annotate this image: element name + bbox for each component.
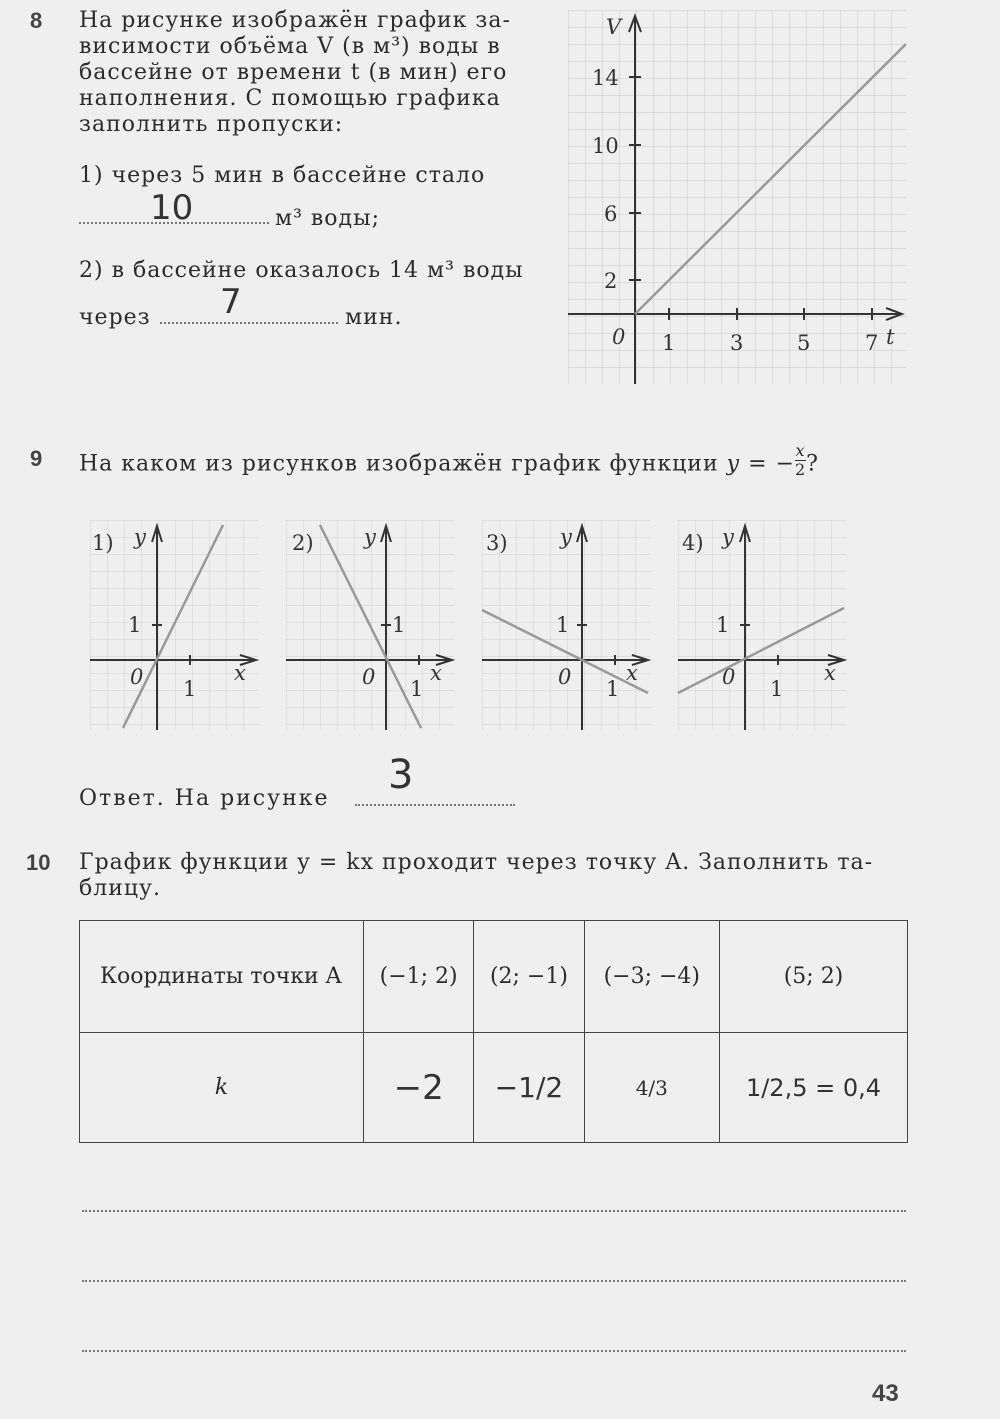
option-3-label: 3)	[486, 531, 508, 555]
table-row	[80, 921, 908, 1033]
graph-option-2[interactable]	[286, 520, 456, 732]
task-10-number: 10	[26, 850, 51, 875]
k-cell-1[interactable]: −2	[364, 1033, 474, 1143]
point-cell-4: (5; 2)	[719, 921, 907, 1033]
v-tick-2: 2	[604, 269, 618, 293]
task-8-line-5: заполнить пропуски:	[79, 112, 344, 137]
task-9-number: 9	[30, 446, 43, 471]
option-1-one-y: 1	[128, 613, 142, 637]
option-4-origin: 0	[722, 665, 736, 689]
option-2-y-label: y	[364, 525, 376, 549]
option-4-one-y: 1	[716, 613, 730, 637]
fraction-numerator: x	[795, 441, 806, 460]
t-tick-1: 1	[662, 331, 676, 355]
task-10-line-2: блицу.	[79, 876, 161, 901]
k-cell-3[interactable]: 4/3	[584, 1033, 719, 1143]
task-8-item-2-suffix: мин.	[345, 305, 403, 330]
writing-line-3[interactable]	[82, 1350, 906, 1352]
handwritten-answer-2: 7	[220, 282, 242, 322]
v-tick-14: 14	[592, 66, 619, 90]
t-tick-5: 5	[797, 331, 811, 355]
v-tick-6: 6	[604, 202, 618, 226]
point-cell-3: (−3; −4)	[584, 921, 719, 1033]
task-9-answer-blank[interactable]	[355, 804, 515, 806]
k-cell-4[interactable]: 1/2,5 = 0,4	[719, 1033, 907, 1143]
row-header-k: k	[80, 1033, 364, 1143]
writing-line-2[interactable]	[82, 1280, 906, 1282]
option-1-y-label: y	[134, 525, 146, 549]
option-4-y-label: y	[722, 525, 734, 549]
task-9-answer-label: Ответ. На рисунке	[79, 786, 330, 811]
point-cell-1: (−1; 2)	[364, 921, 474, 1033]
graph-option-3[interactable]	[482, 520, 652, 732]
fraction-denominator: 2	[794, 460, 807, 479]
task-9-handwritten-answer: 3	[388, 752, 414, 798]
option-1-label: 1)	[92, 531, 114, 555]
task-8-line-1: На рисунке изображён график за-	[79, 8, 511, 33]
task-8-item-1-suffix: м³ воды;	[275, 206, 381, 231]
task-8-line-3: бассейне от времени t (в мин) его	[79, 60, 508, 85]
option-2-one-x: 1	[410, 677, 424, 701]
table-row	[80, 1033, 908, 1143]
task-8-number: 8	[30, 8, 43, 33]
point-cell-2: (2; −1)	[474, 921, 584, 1033]
graph-option-4[interactable]	[678, 520, 848, 732]
option-2-label: 2)	[292, 531, 314, 555]
answer-blank-2[interactable]	[160, 322, 338, 324]
option-3-x-label: x	[626, 661, 638, 685]
coordinates-table	[79, 920, 908, 1143]
option-3-one-x: 1	[606, 677, 620, 701]
origin-label: 0	[612, 325, 626, 349]
option-4-x-label: x	[824, 661, 836, 685]
k-cell-2[interactable]: −1/2	[474, 1033, 584, 1143]
option-1-x-label: x	[234, 661, 246, 685]
task-8-line-2: висимости объёма V (в м³) воды в	[79, 34, 501, 59]
task-8-item-1: 1) через 5 мин в бассейне стало	[79, 163, 486, 188]
option-3-y-label: y	[560, 525, 572, 549]
option-2-one-y: 1	[392, 613, 406, 637]
task-8-item-2: 2) в бассейне оказалось 14 м³ воды	[79, 258, 524, 283]
option-4-label: 4)	[682, 531, 704, 555]
row-header-coordinates: Координаты точки A	[80, 921, 364, 1033]
task-9-question: На каком из рисунков изображён график функции y = − $\frac{x}{2}$ ?	[79, 441, 819, 479]
option-4-one-x: 1	[770, 677, 784, 701]
option-1-origin: 0	[130, 665, 144, 689]
option-2-origin: 0	[362, 665, 376, 689]
option-3-origin: 0	[558, 665, 572, 689]
task-10-line-1: График функции y = kx проходит через точку A. Заполнить та-	[79, 850, 874, 875]
t-tick-7: 7	[865, 331, 879, 355]
graph-option-1[interactable]	[90, 520, 260, 732]
page-number: 43	[872, 1380, 899, 1407]
task-8-line-4: наполнения. С помощью графика	[79, 86, 501, 111]
task-8-item-2-prefix: через	[79, 305, 151, 330]
writing-line-1[interactable]	[82, 1210, 906, 1212]
handwritten-answer-1: 10	[150, 188, 194, 228]
t-axis-label: t	[886, 325, 895, 349]
option-1-one-x: 1	[183, 677, 197, 701]
volume-time-graph	[568, 10, 908, 386]
t-tick-3: 3	[730, 331, 744, 355]
v-axis-label: V	[606, 15, 622, 39]
v-tick-10: 10	[592, 134, 619, 158]
option-2-x-label: x	[430, 661, 442, 685]
option-3-one-y: 1	[556, 613, 570, 637]
